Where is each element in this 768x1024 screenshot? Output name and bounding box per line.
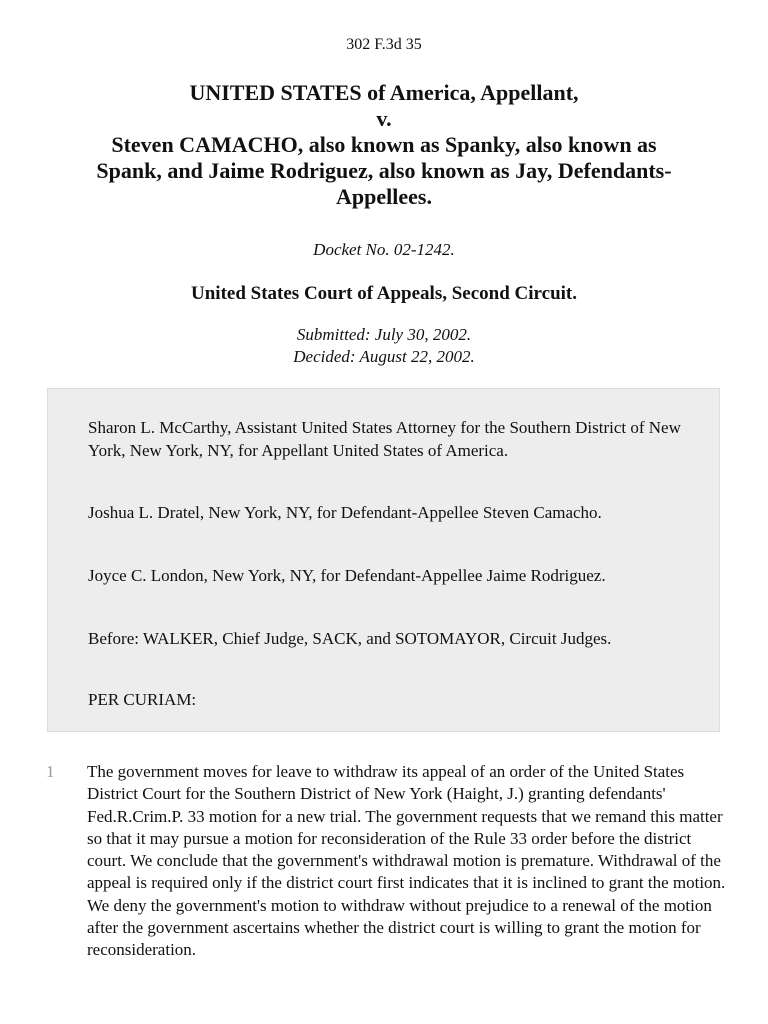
counsel-appellant: Sharon L. McCarthy, Assistant United States Attorney for the Southern District of New York, New York, NY, for Appellant United States of America. [88,418,681,460]
opinion-paragraph: The government moves for leave to withdraw its appeal of an order of the United States District Court for the Southern District of New York (Haight, J.) granting defendants' Fed.R.Crim.P. 33 motion for a new trial. The government requests that we remand this matter so that it may pursue a motion for reconsideration of the Rule 33 order before the district court. We conclude that the government's withdrawal motion is premature. Withdrawal of the appeal is required only if the district court first indicates that it is inclined to grant the motion. We deny the government's motion to withdraw without prejudice to a renewal of the motion after the government ascertains whether the district court is willing to grant the motion for reconsideration. [87,762,726,960]
counsel-panel [47,388,720,732]
caption-defendants-line-1: Steven CAMACHO, also known as Spanky, also known as [111,132,657,157]
caption-versus: v. [376,106,392,131]
caption-appellant: UNITED STATES of America, Appellant, [189,80,579,105]
case-citation: 302 F.3d 35 [346,36,422,53]
per-curiam-label: PER CURIAM: [88,690,197,709]
paragraph-number: 1 [46,762,55,781]
panel-judges: Before: WALKER, Chief Judge, SACK, and SOTOMAYOR, Circuit Judges. [88,629,612,648]
caption-defendants-line-3: Appellees. [336,184,432,209]
case-caption [40,80,728,210]
counsel-appellee-rodriguez: Joyce C. London, New York, NY, for Defendant-Appellee Jaime Rodriguez. [88,566,606,585]
case-dates [0,324,768,368]
docket-number: Docket No. 02-1242. [313,240,455,259]
submitted-date: Submitted: July 30, 2002. [296,325,472,344]
court-name: United States Court of Appeals, Second Circuit. [191,283,577,304]
caption-defendants-line-2: Spank, and Jaime Rodriguez, also known as Jay, Defendants- [96,158,672,183]
decided-date: Decided: August 22, 2002. [293,347,475,366]
counsel-appellee-camacho: Joshua L. Dratel, New York, NY, for Defendant-Appellee Steven Camacho. [88,503,602,522]
